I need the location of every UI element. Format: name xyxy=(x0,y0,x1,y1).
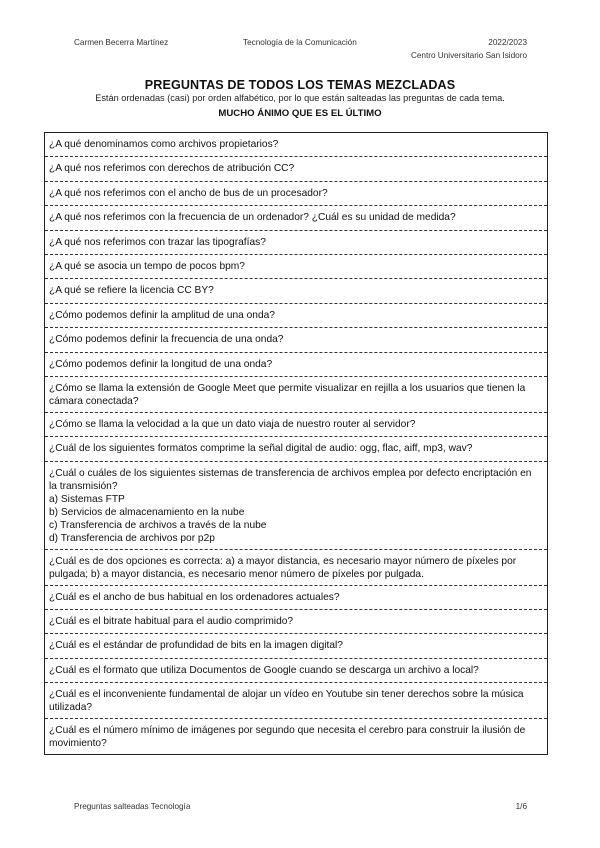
question-row: ¿A qué nos referimos con la frecuencia de un ordenador? ¿Cuál es su unidad de medida? xyxy=(45,206,547,230)
question-row: ¿Cómo se llama la velocidad a la que un dato viaja de nuestro router al servidor? xyxy=(45,413,547,437)
header-center: Centro Universitario San Isidoro xyxy=(410,51,527,60)
question-row: ¿Cuál es el estándar de profundidad de bits en la imagen digital? xyxy=(45,634,547,658)
header-subject: Tecnología de la Comunicación xyxy=(243,38,357,47)
questions-table xyxy=(44,132,548,755)
question-text: ¿Cuál o cuáles de los siguientes sistemas de transferencia de archivos emplea por defecto encriptación en la transmisión? xyxy=(49,467,532,492)
question-row: ¿A qué nos referimos con trazar las tipografías? xyxy=(45,231,547,255)
answer-option: d) Transferencia de archivos por p2p xyxy=(49,532,215,544)
header-author: Carmen Becerra Martínez xyxy=(74,38,169,47)
header-year: 2022/2023 xyxy=(488,38,527,47)
question-row: ¿Cuál es el formato que utiliza Documentos de Google cuando se descarga un archivo a local? xyxy=(45,659,547,683)
question-row: ¿Cómo se llama la extensión de Google Meet que permite visualizar en rejilla a los usuarios que tienen la cámara conectada? xyxy=(45,377,547,413)
encouragement-note: MUCHO ÁNIMO QUE ES EL ÚLTIMO xyxy=(218,108,382,119)
question-row: ¿A qué nos referimos con derechos de atribución CC? xyxy=(45,157,547,181)
question-row: ¿Cuál es el bitrate habitual para el audio comprimido? xyxy=(45,610,547,634)
page-title: PREGUNTAS DE TODOS LOS TEMAS MEZCLADAS xyxy=(144,78,456,92)
question-row: ¿A qué se refiere la licencia CC BY? xyxy=(45,279,547,303)
question-row: ¿Cómo podemos definir la frecuencia de una onda? xyxy=(45,328,547,352)
answer-option: c) Transferencia de archivos a través de la nube xyxy=(49,519,267,531)
question-row: ¿A qué nos referimos con el ancho de bus de un procesador? xyxy=(45,182,547,206)
answer-option: a) Sistemas FTP xyxy=(49,493,125,505)
question-row-with-options xyxy=(45,462,547,550)
question-row: ¿Cómo podemos definir la amplitud de una onda? xyxy=(45,304,547,328)
page-subtitle: Están ordenadas (casi) por orden alfabético, por lo que están salteadas las preguntas de cada tema. xyxy=(95,93,505,103)
question-row: ¿A qué denominamos como archivos propietarios? xyxy=(45,133,547,157)
footer-label: Preguntas salteadas Tecnología xyxy=(74,802,191,811)
question-row: ¿Cuál es el ancho de bus habitual en los ordenadores actuales? xyxy=(45,586,547,610)
question-row: ¿Cuál es el inconveniente fundamental de alojar un vídeo en Youtube sin tener derechos sobre la música utilizada? xyxy=(45,683,547,719)
question-row: ¿A qué se asocia un tempo de pocos bpm? xyxy=(45,255,547,279)
page-number: 1/6 xyxy=(515,802,527,811)
answer-option: b) Servicios de almacenamiento en la nube xyxy=(49,506,245,518)
question-row: ¿Cuál es de dos opciones es correcta: a) a mayor distancia, es necesario mayor número de píxeles por pulgada; b) a mayor distancia, es necesario menor número de píxeles por pulgada. xyxy=(45,550,547,586)
question-row: ¿Cuál de los siguientes formatos comprime la señal digital de audio: ogg, flac, aiff, mp3, wav? xyxy=(45,437,547,461)
question-row: ¿Cuál es el número mínimo de imágenes por segundo que necesita el cerebro para construir la ilusión de movimiento? xyxy=(45,719,547,755)
question-row: ¿Cómo podemos definir la longitud de una onda? xyxy=(45,353,547,377)
